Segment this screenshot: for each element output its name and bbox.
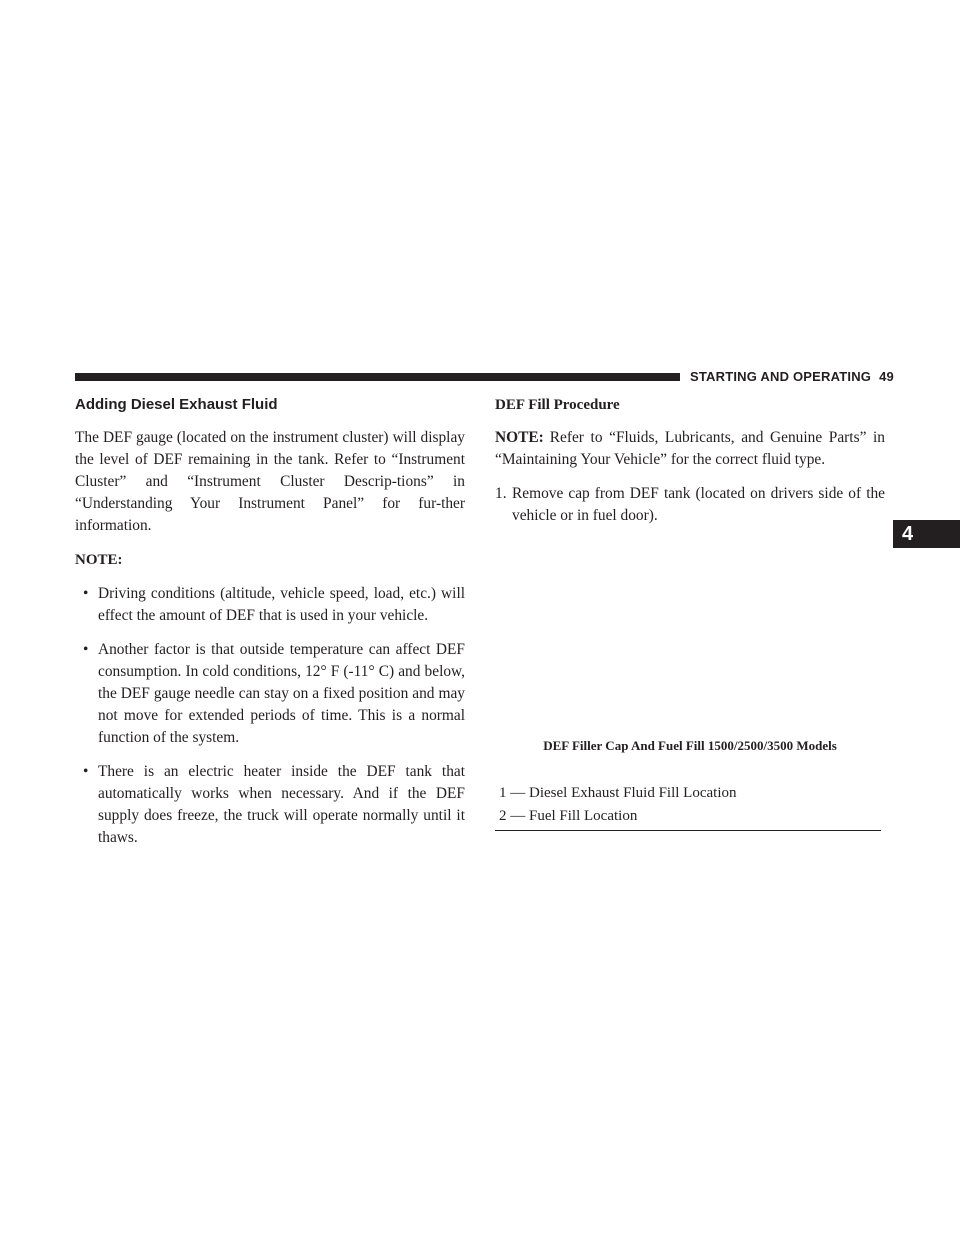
note-text: Refer to “Fluids, Lubricants, and Genuine Parts” in “Maintaining Your Vehicle” for the correct fluid type. — [495, 429, 885, 468]
page-number: 49 — [879, 369, 894, 384]
list-item — [495, 483, 885, 527]
bullet-glyph: • — [83, 585, 89, 602]
note-label: NOTE: — [495, 429, 544, 446]
bullet-text: There is an electric heater inside the DEF tank that automatically works when necessary. And if the DEF supply does freeze, the truck will operate normally until it thaws. — [98, 763, 465, 846]
legend-rule — [495, 830, 881, 831]
left-column — [75, 390, 465, 861]
intro-paragraph: The DEF gauge (located on the instrument cluster) will display the level of DEF remaining in the tank. Refer to “Instrument Cluster” and “Instrument Cluster Descrip-tions” in “Understanding Your Instrument Panel” for fur-ther information. — [75, 429, 465, 534]
bullet-text: Another factor is that outside temperature can affect DEF consumption. In cold conditions, 12° F (-11° C) and below, the DEF gauge needle can stay on a fixed position and may not move for extended periods of time. This is a normal function of the system. — [98, 641, 465, 746]
step-text: Remove cap from DEF tank (located on drivers side of the vehicle or in fuel door). — [512, 485, 885, 524]
list-item — [75, 761, 465, 849]
note-label: NOTE: — [75, 552, 123, 568]
note-bullet-list — [75, 583, 465, 849]
list-item — [75, 583, 465, 627]
figure-legend — [495, 782, 881, 831]
chapter-tab: 4 — [893, 520, 960, 548]
step-number: 1. — [495, 485, 507, 502]
figure-caption: DEF Filler Cap And Fuel Fill 1500/2500/3500 Models — [543, 738, 837, 753]
running-header — [690, 367, 894, 387]
bullet-glyph: • — [83, 763, 89, 780]
legend-item: 2 — Fuel Fill Location — [499, 808, 638, 824]
section-heading: Adding Diesel Exhaust Fluid — [75, 396, 278, 413]
procedure-note — [495, 427, 885, 471]
procedure-heading: DEF Fill Procedure — [495, 397, 620, 413]
legend-item: 1 — Diesel Exhaust Fluid Fill Location — [499, 785, 737, 801]
list-item — [75, 639, 465, 749]
procedure-steps — [495, 483, 885, 527]
bullet-text: Driving conditions (altitude, vehicle speed, load, etc.) will effect the amount of DEF that is used in your vehicle. — [98, 585, 465, 624]
header-rule — [75, 373, 680, 381]
section-title: STARTING AND OPERATING — [690, 369, 872, 384]
right-column — [495, 390, 885, 527]
bullet-glyph: • — [83, 641, 89, 658]
